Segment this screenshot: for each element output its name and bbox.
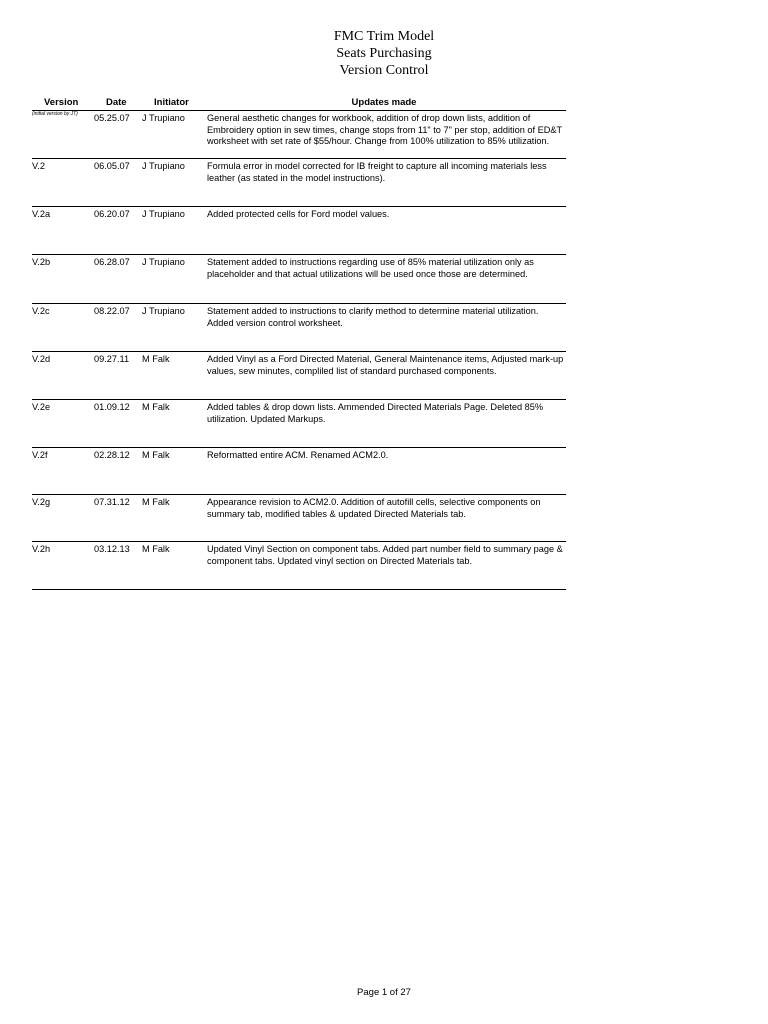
initiator-cell: M Falk: [142, 497, 170, 507]
version-cell: V.2b: [32, 257, 51, 267]
table-row: [32, 400, 566, 448]
date-cell: 05.25.07: [94, 113, 130, 123]
updates-cell: Formula error in model corrected for IB freight to capture all incoming materials less leather (as stated in the model instructions).: [207, 161, 547, 183]
initiator-cell: M Falk: [142, 450, 170, 460]
date-cell: 07.31.12: [94, 497, 130, 507]
header-date: Date: [106, 97, 127, 108]
updates-cell: Statement added to instructions to clarify method to determine material utilization. Added version control worksheet.: [207, 306, 539, 328]
table-row: [32, 495, 566, 542]
table-row: [32, 304, 566, 352]
version-control-table: [32, 96, 566, 590]
initiator-cell: M Falk: [142, 354, 170, 364]
date-cell: 06.05.07: [94, 161, 130, 171]
version-cell: V.2f: [32, 450, 48, 460]
page-number: Page 1 of 27: [357, 987, 411, 998]
table-row: [32, 352, 566, 400]
updates-cell: Statement added to instructions regarding use of 85% material utilization only as placeholder and that actual utilizations will be used once those are determined.: [207, 257, 534, 279]
table-row: [32, 111, 566, 159]
initiator-cell: J Trupiano: [142, 113, 185, 123]
updates-cell: Added tables & drop down lists. Ammended Directed Materials Page. Deleted 85% utilization. Updated Markups.: [207, 402, 544, 424]
table-row: [32, 542, 566, 590]
date-cell: 09.27.11: [94, 354, 130, 364]
initiator-cell: J Trupiano: [142, 257, 185, 267]
table-row: [32, 159, 566, 207]
initiator-cell: M Falk: [142, 402, 170, 412]
table-header: [32, 96, 566, 111]
table-row: [32, 448, 566, 495]
updates-cell: General aesthetic changes for workbook, addition of drop down lists, addition of Embroidery option in sew times, change stops from 11" to 7" per stop, addition of ED&T worksheet with set rate of $55/hour. Change from 100% utilization to 85% utilization.: [207, 113, 562, 147]
date-cell: 01.09.12: [94, 402, 130, 412]
version-cell: V.2c: [32, 306, 50, 316]
table-row: [32, 207, 566, 255]
version-cell: V.2d: [32, 354, 51, 364]
date-cell: 03.12.13: [94, 544, 130, 554]
updates-cell: Reformatted entire ACM. Renamed ACM2.0.: [207, 450, 389, 460]
updates-cell: Added Vinyl as a Ford Directed Material, General Maintenance items, Adjusted mark-up values, sew minutes, compliled list of standard purchased components.: [207, 354, 564, 376]
header-updates: Updates made: [351, 97, 417, 108]
updates-cell: Appearance revision to ACM2.0. Addition of autofill cells, selective components on summary tab, modified tables & updated Directed Materials tab.: [207, 497, 541, 519]
version-cell: V.2a: [32, 209, 51, 219]
table-row: [32, 255, 566, 304]
date-cell: 02.28.12: [94, 450, 130, 460]
updates-cell: Added protected cells for Ford model values.: [207, 209, 390, 219]
initiator-cell: M Falk: [142, 544, 170, 554]
version-cell: V.2: [32, 161, 45, 171]
date-cell: 06.28.07: [94, 257, 130, 267]
version-cell: V.2g: [32, 497, 51, 507]
header-initiator: Initiator: [154, 97, 189, 108]
title-line-3: Version Control: [339, 63, 429, 78]
title-line-1: FMC Trim Model: [333, 29, 435, 44]
initiator-cell: J Trupiano: [142, 306, 185, 316]
version-cell: V.2e: [32, 402, 51, 412]
title-line-2: Seats Purchasing: [336, 46, 432, 61]
document-title: [0, 28, 768, 79]
version-cell: [32, 111, 78, 117]
header-version: Version: [44, 97, 79, 108]
version-cell: V.2h: [32, 544, 51, 554]
date-cell: 08.22.07: [94, 306, 130, 316]
date-cell: 06.20.07: [94, 209, 130, 219]
updates-cell: Updated Vinyl Section on component tabs. Added part number field to summary page & component tabs. Updated vinyl section on Directed Materials tab.: [207, 544, 563, 566]
initiator-cell: J Trupiano: [142, 161, 185, 171]
initiator-cell: J Trupiano: [142, 209, 185, 219]
version-note: (initial version by JT): [32, 111, 78, 117]
